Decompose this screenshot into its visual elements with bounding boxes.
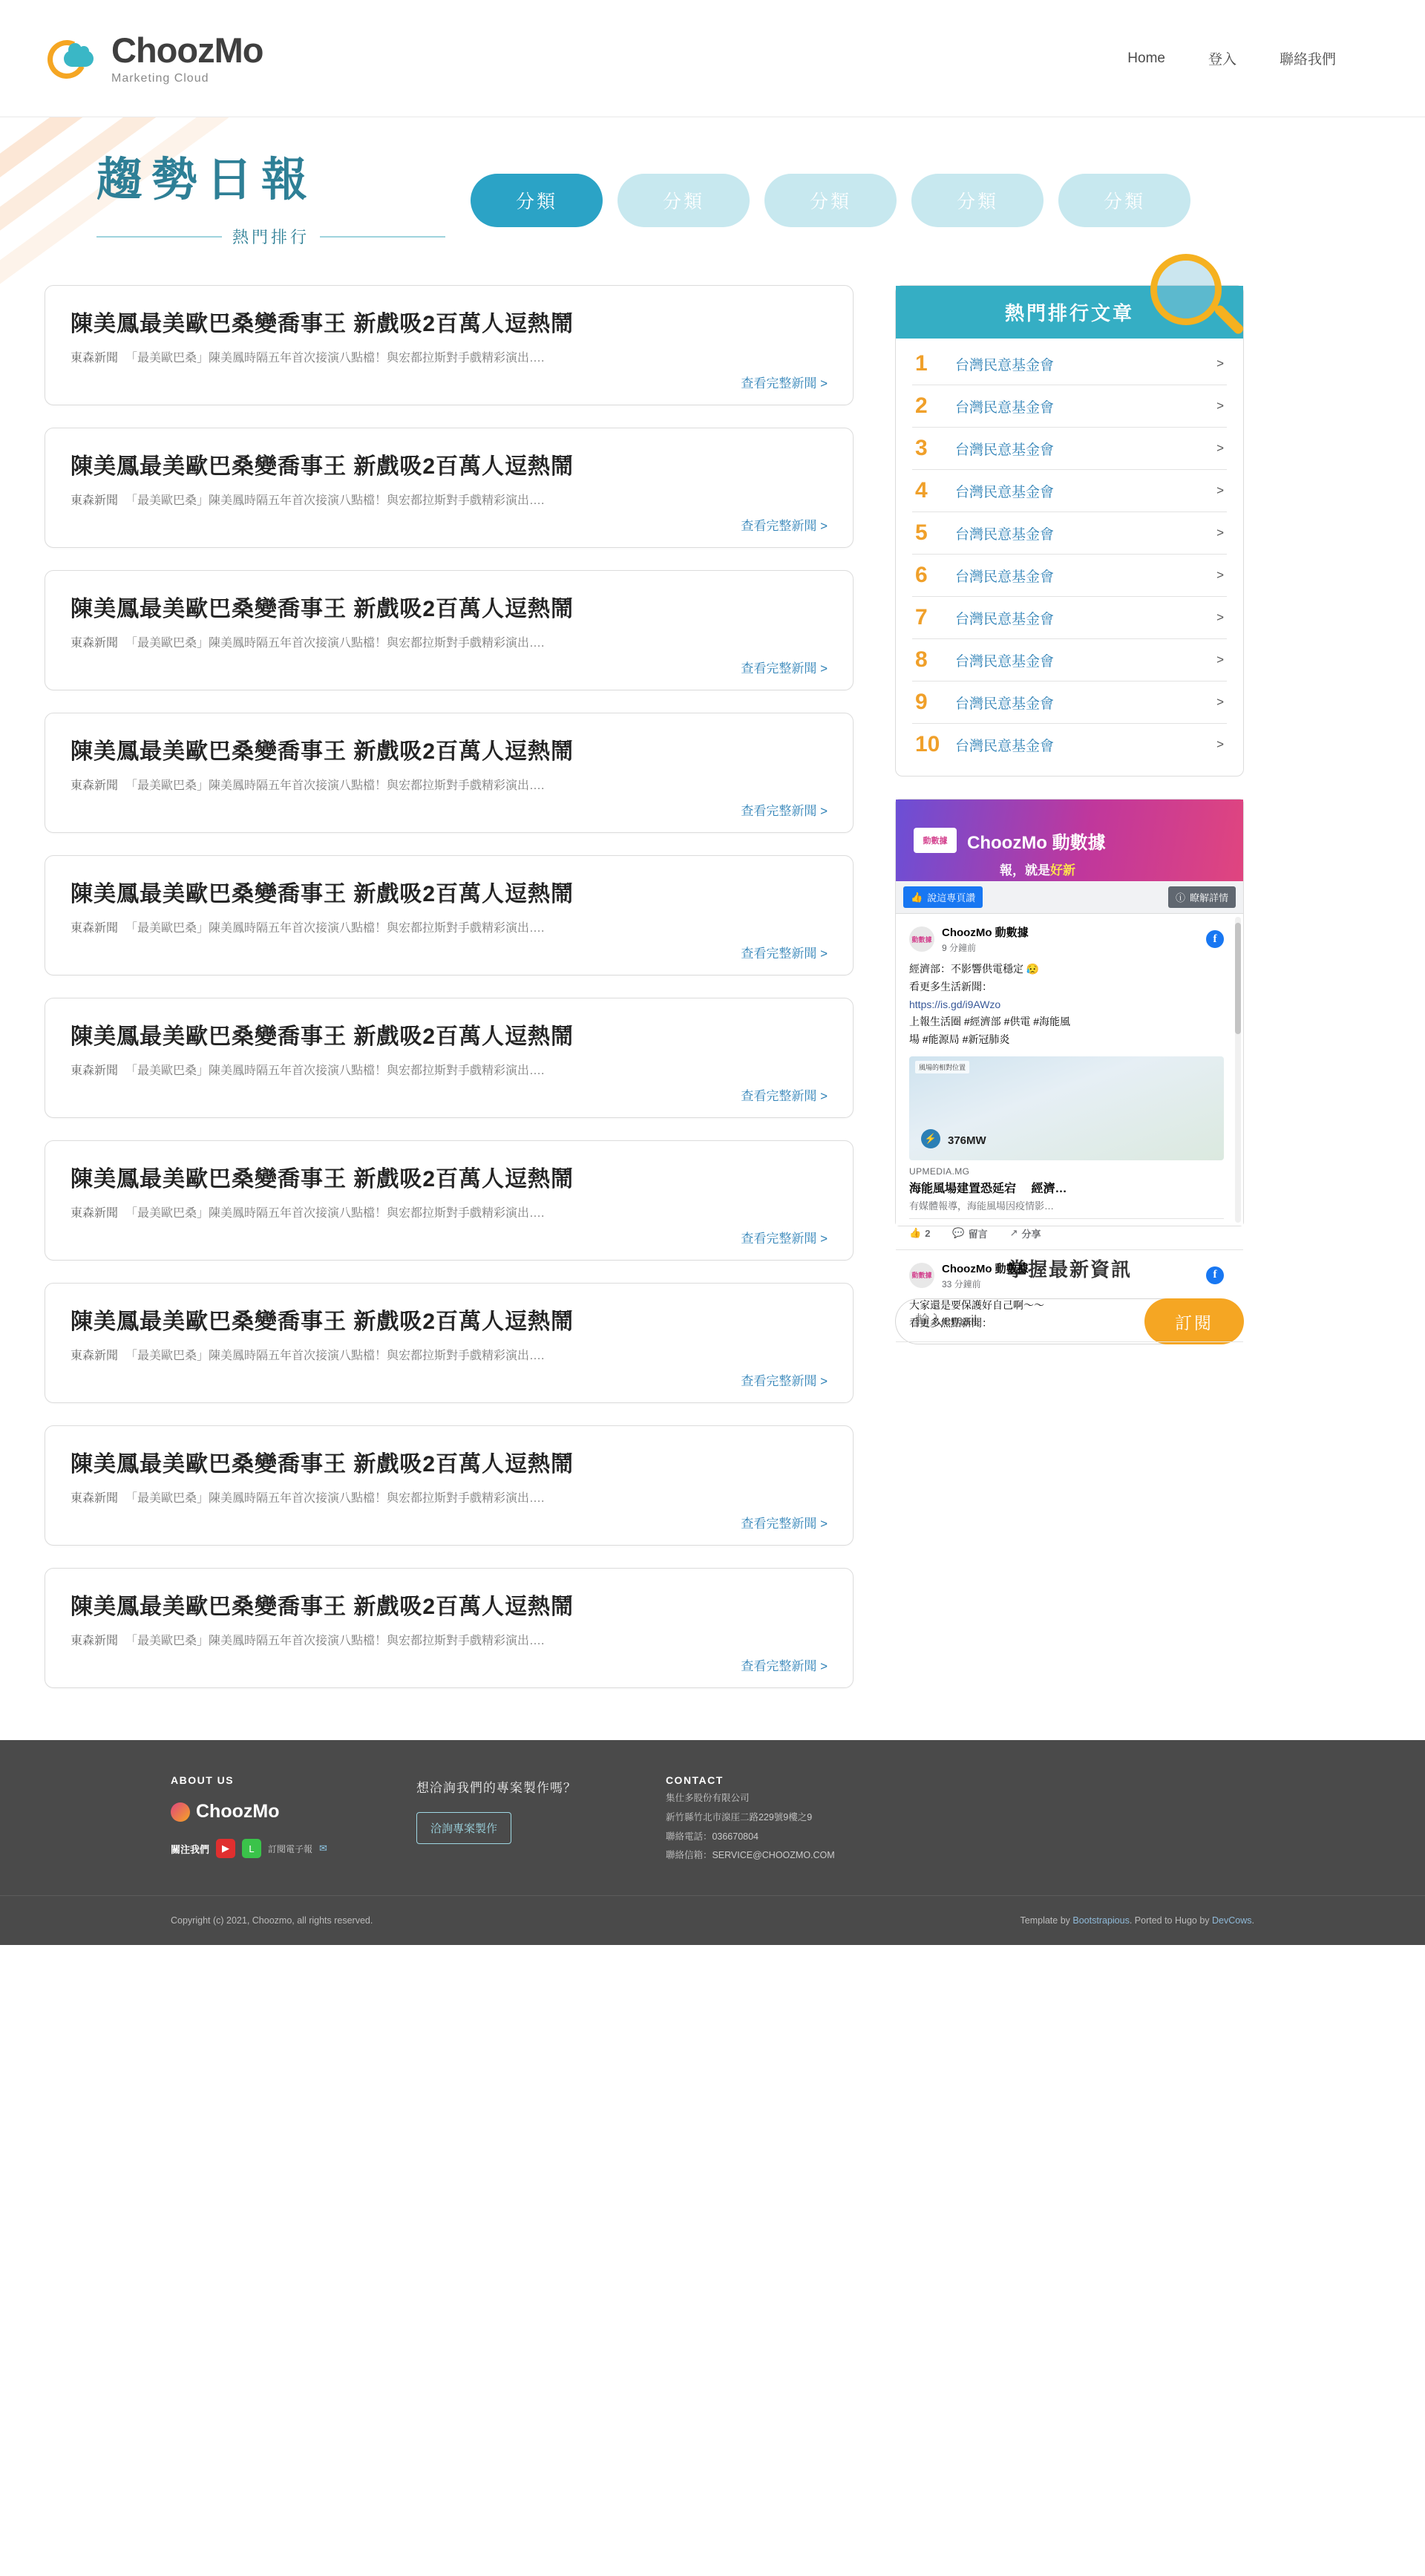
- footer-about-title: ABOUT US: [171, 1774, 235, 1786]
- rank-number: 6: [915, 563, 928, 587]
- rank-number: 10: [915, 732, 940, 756]
- footer-contact-email: 聯絡信箱：SERVICE@CHOOZMO.COM: [665, 1850, 835, 1861]
- table-row[interactable]: [45, 1425, 854, 1546]
- rank-label: 台灣民意基金會: [955, 738, 1055, 754]
- read-more-link[interactable]: 查看完整新聞 >: [741, 661, 828, 676]
- subscribe-title: 掌握最新資訊: [1006, 1258, 1132, 1281]
- avatar: 動數據: [909, 926, 934, 952]
- footer-cta-column: [416, 1774, 577, 1863]
- read-more-link[interactable]: 查看完整新聞 >: [741, 1374, 828, 1388]
- facebook-like-button[interactable]: 👍 說這專頁讚: [903, 886, 983, 908]
- rank-label: 台灣民意基金會: [955, 569, 1055, 585]
- ranking-panel: [895, 285, 1244, 777]
- youtube-icon[interactable]: ▶: [216, 1839, 235, 1858]
- site-footer: [0, 1740, 1425, 1945]
- line-icon[interactable]: L: [242, 1839, 261, 1858]
- contact-project-button[interactable]: 洽詢專案製作: [416, 1812, 511, 1844]
- table-row[interactable]: [45, 713, 854, 833]
- table-row[interactable]: [45, 285, 854, 405]
- news-source: 東森新聞: [71, 1635, 119, 1647]
- news-title: 陳美鳳最美歐巴桑變喬事王 新戲吸2百萬人逗熱鬧: [71, 1452, 574, 1477]
- footer-follow-label: 關注我們: [171, 1843, 210, 1855]
- footer-bottom-bar: [0, 1895, 1425, 1945]
- footer-logo[interactable]: [171, 1801, 327, 1823]
- site-header: [0, 0, 1425, 117]
- news-list: [45, 285, 854, 1688]
- list-item[interactable]: [912, 385, 1227, 428]
- footer-contact-company: 集仕多股份有限公司: [665, 1793, 750, 1803]
- list-item[interactable]: [912, 597, 1227, 639]
- news-title: 陳美鳳最美歐巴桑變喬事王 新戲吸2百萬人逗熱鬧: [71, 1167, 574, 1191]
- mail-icon[interactable]: ✉: [319, 1843, 327, 1854]
- footer-cta-text: 想洽詢我們的專案製作嗎？: [416, 1781, 577, 1795]
- list-item[interactable]: [912, 428, 1227, 470]
- facebook-cover-tagline: 報，就是好新: [1000, 863, 1075, 877]
- info-icon: ⓘ: [1175, 892, 1185, 903]
- rank-label: 台灣民意基金會: [955, 526, 1055, 543]
- post-text: 大家還是要保護好自己啊～～ 看更多焦點新聞：: [909, 1298, 1044, 1329]
- share-button[interactable]: ↗ 分享: [1009, 1227, 1041, 1240]
- chevron-right-icon: >: [1216, 653, 1224, 667]
- table-row[interactable]: [45, 428, 854, 548]
- search-icon: [1150, 254, 1248, 352]
- news-title: 陳美鳳最美歐巴桑變喬事王 新戲吸2百萬人逗熱鬧: [71, 1310, 574, 1334]
- news-snippet: 「最美歐巴桑」陳美鳳時隔五年首次接演八點檔！與宏都拉斯對手戲精彩演出….: [125, 1350, 545, 1362]
- chevron-right-icon: >: [1216, 483, 1224, 497]
- post-timestamp: 33 分鐘前: [942, 1278, 981, 1289]
- news-title: 陳美鳳最美歐巴桑變喬事王 新戲吸2百萬人逗熱鬧: [71, 312, 574, 336]
- link-title: 海能風場建置恐延宕 經濟…: [909, 1182, 1067, 1195]
- post-image-caption: 風場的相對位置: [915, 1061, 969, 1073]
- rank-number: 8: [915, 647, 928, 672]
- map-pin-icon: ⚡: [921, 1129, 940, 1148]
- category-pill-1[interactable]: 分類: [471, 174, 603, 227]
- page-title: 趨勢日報: [96, 154, 317, 206]
- rank-number: 5: [915, 520, 928, 545]
- news-snippet: 「最美歐巴桑」陳美鳳時隔五年首次接演八點檔！與宏都拉斯對手戲精彩演出….: [125, 1635, 545, 1647]
- news-source: 東森新聞: [71, 922, 119, 935]
- rank-label: 台灣民意基金會: [955, 442, 1055, 458]
- template-credit: Template by Bootstrapious. Ported to Hugo by DevCows.: [1020, 1915, 1254, 1926]
- table-row[interactable]: [45, 998, 854, 1118]
- footer-newsletter-label[interactable]: 訂閱電子報: [268, 1843, 313, 1854]
- footer-about-column: [171, 1774, 327, 1863]
- rank-number: 4: [915, 478, 928, 503]
- read-more-link[interactable]: 查看完整新聞 >: [741, 1517, 828, 1531]
- top-navigation: [1127, 48, 1380, 68]
- comment-button[interactable]: 💬 留言: [952, 1227, 988, 1240]
- news-source: 東森新聞: [71, 779, 119, 792]
- footer-contact-column: [666, 1774, 835, 1863]
- ranking-title: 熱門排行文章: [896, 286, 1243, 339]
- list-item[interactable]: [912, 681, 1227, 724]
- facebook-icon: f: [1206, 1266, 1224, 1284]
- post-author: ChoozMo 動數據: [942, 1262, 1029, 1275]
- rank-number: 2: [915, 393, 928, 418]
- brand-logo[interactable]: [45, 30, 263, 85]
- post-author: ChoozMo 動數據: [942, 926, 1029, 939]
- hero-section: [0, 117, 1425, 266]
- chevron-right-icon: >: [1216, 441, 1224, 455]
- news-snippet: 「最美歐巴桑」陳美鳳時隔五年首次接演八點檔！與宏都拉斯對手戲精彩演出….: [125, 637, 545, 650]
- rank-number: 7: [915, 605, 928, 630]
- page-subtitle: 熱門排行: [232, 228, 310, 246]
- rank-number: 3: [915, 436, 928, 460]
- facebook-page-name: ChoozMo 動數據: [967, 832, 1106, 853]
- rank-label: 台灣民意基金會: [955, 357, 1055, 373]
- category-pill-3[interactable]: 分類: [764, 174, 897, 227]
- nav-item-home[interactable]: Home: [1127, 50, 1165, 66]
- nav-item-contact[interactable]: 聯絡我們: [1279, 52, 1336, 68]
- post-image-value: 376MW: [948, 1134, 986, 1147]
- facebook-post: [896, 914, 1243, 1250]
- news-snippet: 「最美歐巴桑」陳美鳳時隔五年首次接演八點檔！與宏都拉斯對手戲精彩演出….: [125, 494, 545, 507]
- news-title: 陳美鳳最美歐巴桑變喬事王 新戲吸2百萬人逗熱鬧: [71, 1024, 574, 1049]
- chevron-right-icon: >: [1216, 568, 1224, 582]
- chevron-right-icon: >: [1216, 737, 1224, 751]
- avatar: 動數據: [909, 1263, 934, 1288]
- chevron-right-icon: >: [1216, 526, 1224, 540]
- rank-label: 台灣民意基金會: [955, 611, 1055, 627]
- category-pill-2[interactable]: 分類: [618, 174, 750, 227]
- rank-label: 台灣民意基金會: [955, 653, 1055, 670]
- choozmo-shell-icon: [171, 1802, 190, 1822]
- news-snippet: 「最美歐巴桑」陳美鳳時隔五年首次接演八點檔！與宏都拉斯對手戲精彩演出….: [125, 1065, 545, 1077]
- post-link-preview[interactable]: [909, 1160, 1224, 1212]
- read-more-link[interactable]: 查看完整新聞 >: [741, 1089, 828, 1103]
- news-source: 東森新聞: [71, 1492, 119, 1505]
- read-more-link[interactable]: 查看完整新聞 >: [741, 376, 828, 390]
- footer-contact-title: CONTACT: [665, 1774, 724, 1786]
- footer-contact-phone: 聯絡電話：036670804: [665, 1831, 759, 1842]
- post-text: 經濟部：不影響供電穩定 😥 看更多生活新聞： https://is.gd/i9AWzo 上報生活圈 #經濟部 #供電 #海能風 場 #能源局 #新冠肺炎: [909, 963, 1071, 1046]
- chevron-right-icon: >: [1216, 356, 1224, 370]
- feed-scrollbar[interactable]: [1235, 917, 1241, 1223]
- read-more-link[interactable]: 查看完整新聞 >: [741, 1659, 828, 1673]
- news-snippet: 「最美歐巴桑」陳美鳳時隔五年首次接演八點檔！與宏都拉斯對手戲精彩演出….: [125, 1207, 545, 1220]
- news-source: 東森新聞: [71, 494, 119, 507]
- list-item[interactable]: [912, 555, 1227, 597]
- post-timestamp: 9 分鐘前: [942, 943, 977, 953]
- main-content: [0, 266, 1425, 1740]
- rank-number: 9: [915, 690, 928, 714]
- chevron-right-icon: >: [1216, 695, 1224, 709]
- category-filter-row: [471, 174, 1190, 227]
- chevron-right-icon: >: [1216, 399, 1224, 413]
- divider-left: [96, 236, 222, 238]
- news-source: 東森新聞: [71, 1350, 119, 1362]
- table-row[interactable]: [45, 570, 854, 690]
- news-source: 東森新聞: [71, 352, 119, 365]
- footer-logo-name: ChoozMo: [196, 1801, 280, 1822]
- facebook-post: [896, 1250, 1243, 1342]
- list-item[interactable]: [912, 724, 1227, 765]
- post-image[interactable]: [909, 1056, 1224, 1160]
- read-more-link[interactable]: 查看完整新聞 >: [741, 804, 828, 818]
- devcows-link[interactable]: DevCows: [1212, 1915, 1252, 1926]
- category-pill-5[interactable]: 分類: [1058, 174, 1190, 227]
- list-item[interactable]: [912, 512, 1227, 555]
- rank-number: 1: [915, 351, 928, 376]
- rank-label: 台灣民意基金會: [955, 399, 1055, 416]
- divider-right: [320, 236, 445, 238]
- read-more-link[interactable]: 查看完整新聞 >: [741, 947, 828, 961]
- brand-subtitle: Marketing Cloud: [111, 71, 209, 85]
- brand-name: ChoozMo: [111, 30, 263, 70]
- choozmo-logo-icon: [45, 36, 101, 82]
- chevron-right-icon: >: [1216, 610, 1224, 624]
- bootstrapious-link[interactable]: Bootstrapious: [1072, 1915, 1130, 1926]
- nav-item-login[interactable]: 登入: [1208, 52, 1236, 68]
- news-source: 東森新聞: [71, 1065, 119, 1077]
- news-snippet: 「最美歐巴桑」陳美鳳時隔五年首次接演八點檔！與宏都拉斯對手戲精彩演出….: [125, 1492, 545, 1505]
- page-logo-icon: 動數據: [914, 828, 957, 853]
- news-snippet: 「最美歐巴桑」陳美鳳時隔五年首次接演八點檔！與宏都拉斯對手戲精彩演出….: [125, 779, 545, 792]
- news-snippet: 「最美歐巴桑」陳美鳳時隔五年首次接演八點檔！與宏都拉斯對手戲精彩演出….: [125, 352, 545, 365]
- news-snippet: 「最美歐巴桑」陳美鳳時隔五年首次接演八點檔！與宏都拉斯對手戲精彩演出….: [125, 922, 545, 935]
- link-domain: UPMEDIA.MG: [909, 1166, 970, 1177]
- read-more-link[interactable]: 查看完整新聞 >: [741, 1232, 828, 1246]
- rank-label: 台灣民意基金會: [955, 696, 1055, 712]
- copyright-text: Copyright (c) 2021, Choozmo, all rights reserved.: [171, 1915, 373, 1926]
- list-item[interactable]: [912, 639, 1227, 681]
- footer-contact-address: 新竹縣竹北市湶厓二路229號9樓之9: [665, 1811, 813, 1823]
- rank-label: 台灣民意基金會: [955, 484, 1055, 500]
- subscribe-button[interactable]: 訂閱: [1144, 1298, 1244, 1344]
- facebook-cover: [896, 800, 1243, 881]
- news-title: 陳美鳳最美歐巴桑變喬事王 新戲吸2百萬人逗熱鬧: [71, 597, 574, 621]
- news-source: 東森新聞: [71, 637, 119, 650]
- table-row[interactable]: [45, 1568, 854, 1688]
- facebook-learn-more-button[interactable]: ⓘ 瞭解詳情: [1168, 886, 1236, 908]
- thumbs-up-icon: 👍: [911, 891, 923, 903]
- news-title: 陳美鳳最美歐巴桑變喬事王 新戲吸2百萬人逗熱鬧: [71, 739, 574, 764]
- news-title: 陳美鳳最美歐巴桑變喬事王 新戲吸2百萬人逗熱鬧: [71, 1595, 574, 1619]
- news-source: 東森新聞: [71, 1207, 119, 1220]
- table-row[interactable]: [45, 1140, 854, 1261]
- news-title: 陳美鳳最美歐巴桑變喬事王 新戲吸2百萬人逗熱鬧: [71, 454, 574, 479]
- facebook-icon: f: [1206, 930, 1224, 948]
- category-pill-4[interactable]: 分類: [911, 174, 1044, 227]
- table-row[interactable]: [45, 1283, 854, 1403]
- table-row[interactable]: [45, 855, 854, 975]
- sidebar: [895, 285, 1244, 1344]
- link-description: 有媒體報導，海能風場因疫情影…: [909, 1200, 1055, 1212]
- list-item[interactable]: [912, 470, 1227, 512]
- news-title: 陳美鳳最美歐巴桑變喬事王 新戲吸2百萬人逗熱鬧: [71, 882, 574, 906]
- facebook-action-bar: [896, 881, 1243, 914]
- read-more-link[interactable]: 查看完整新聞 >: [741, 519, 828, 533]
- post-actions: [909, 1218, 1224, 1240]
- like-count[interactable]: 👍 2: [909, 1227, 931, 1239]
